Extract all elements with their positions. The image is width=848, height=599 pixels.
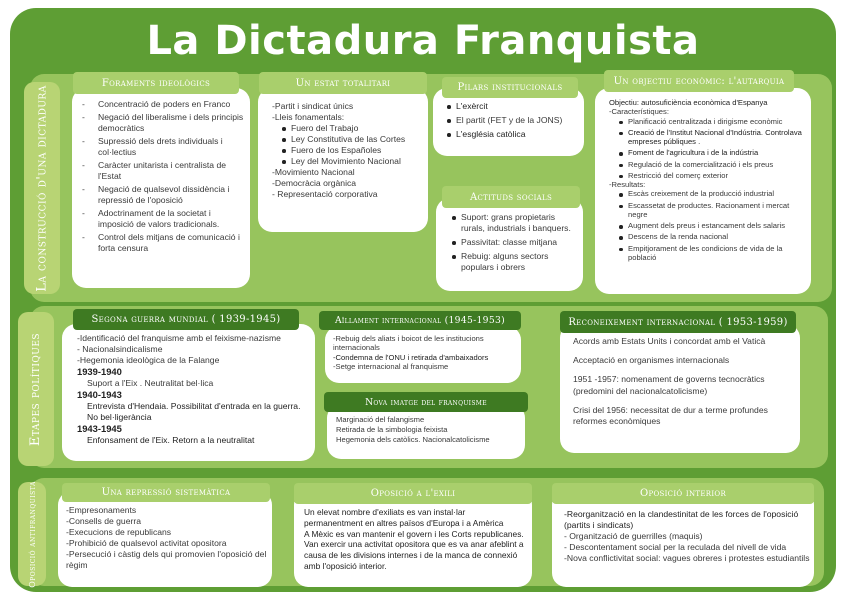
- foraments-card: [72, 88, 250, 288]
- estat-line: -Lleis fonamentals:: [272, 112, 345, 122]
- guerra-line: - Nacionalsindicalisme: [77, 344, 163, 354]
- list-item: Retirada de la simbologia feixista: [336, 425, 448, 435]
- autarquia-card: [595, 88, 811, 294]
- list-item: - Control dels mitjans de comunicació i forta censura: [78, 232, 246, 254]
- list-item: Crisi del 1956: necessitat de dur a terme profundes reformes econòmiques: [573, 404, 768, 426]
- guerra-line: -Identificació del franquisme amb el feixisme-nazisme: [77, 333, 281, 343]
- list-item: -Persecució i càstig dels qui promovien l'oposició del règim: [66, 549, 267, 570]
- list-item: Descens de la renda nacional: [615, 232, 806, 241]
- guerra-text: Entrevista d'Hendaia. Possibilitat d'entrada en la guerra. No bel·ligerància: [87, 401, 301, 423]
- list-item: Acceptació en organismes internacionals: [573, 355, 730, 366]
- list-item: - Organització de guerrilles (maquis): [564, 531, 703, 541]
- repressio-card: [58, 491, 272, 587]
- list-item: -Empresonaments: [66, 505, 137, 515]
- exili-text: Un elevat nombre d'exiliats es van instal·lar permanentment en altres països d'Europa i a Amèrica: [304, 507, 504, 528]
- list-item: -Reorganització en la clandestinitat de les forces de l'oposició (partits i sindicats): [564, 509, 799, 530]
- guerra-line: -Hegemonia ideològica de la Falange: [77, 355, 220, 365]
- pilars-list: [443, 101, 580, 140]
- list-item: Acords amb Estats Units i concordat amb el Vaticà: [573, 336, 766, 346]
- list-item: Augment dels preus i estancament dels salaris: [615, 221, 806, 230]
- list-item: Suport: grans propietaris rurals, industrials i banquers.: [448, 212, 577, 234]
- estat-header: Un estat totalitari: [259, 72, 427, 94]
- oposicio-side-label: Oposició antifranquista: [18, 482, 46, 586]
- list-item: Escassetat de productes. Racionament i mercat negre: [615, 201, 806, 220]
- list-item: Passivitat: classe mitjana: [448, 237, 577, 248]
- list-item: 1951 -1957: nomenament de governs tecnocràtics (predomini del nacionalcatolicisme): [573, 374, 765, 396]
- list-item: L'església catòlica: [443, 129, 580, 140]
- pilars-card: [433, 88, 584, 156]
- autarquia-result-list: [609, 189, 806, 262]
- list-item: -Nova conflictivitat social: vagues obreres i protestes estudiantils: [564, 553, 810, 563]
- reconeixement-header: Reconeixement internacional ( 1953-1959): [560, 311, 796, 333]
- foraments-header: Foraments ideològics: [73, 72, 239, 94]
- list-item: -Prohibició de qualsevol activitat opositora: [66, 538, 227, 548]
- actituds-header: Actituds socials: [442, 186, 580, 208]
- estat-line: -Democràcia orgànica: [272, 178, 357, 188]
- list-item: Foment de l'agricultura i de la indústria: [615, 148, 806, 157]
- list-item: Fuero del Trabajo: [278, 123, 422, 134]
- list-item: Regulació de la comercialització i els preus: [615, 160, 806, 169]
- estat-card: [258, 88, 428, 232]
- pilars-header: Pilars institucionals: [442, 77, 578, 98]
- guerra-year: 1943-1945: [77, 423, 122, 435]
- list-item: - Adoctrinament de la societat i imposició de valors tradicionals.: [78, 208, 246, 230]
- exili-text: A Mèxic es van mantenir el govern i les Corts republicanes. Van exercir una activitat opositora que es va anar afeblint a causa de les divisions internes i de la manca de connexió amb l'oposició interior.: [304, 528, 524, 571]
- guerra-year: 1939-1940: [77, 366, 122, 377]
- list-item: Hegemonia dels catòlics. Nacionalcatolicisme: [336, 435, 490, 445]
- list-item: - Descontentament social per la reculada del nivell de vida: [564, 542, 787, 552]
- list-item: - Supressió dels drets individuals i col·lectius: [78, 136, 246, 158]
- list-item: Creació de l'Institut Nacional d'Indústria. Controlava empreses públiques .: [615, 128, 806, 147]
- guerra-text: Enfonsament de l'Eix. Retorn a la neutralitat: [87, 435, 255, 446]
- guerra-card: [62, 324, 315, 461]
- list-item: Ley Constitutiva de las Cortes: [278, 134, 422, 145]
- list-item: Fuero de los Españoles: [278, 145, 422, 156]
- estat-line: - Representació corporativa: [272, 189, 378, 199]
- guerra-year: 1940-1943: [77, 389, 122, 401]
- autarquia-caract-label: -Característiques:: [609, 107, 669, 117]
- list-item: Marginació del falangisme: [336, 415, 425, 424]
- actituds-card: [436, 198, 583, 291]
- list-item: Restricció del comerç exterior: [615, 171, 806, 180]
- aillament-card: [325, 326, 521, 383]
- estat-line: -Movimiento Nacional: [272, 167, 355, 177]
- list-item: Escàs creixement de la producció industrial: [615, 189, 806, 198]
- autarquia-result-label: -Resultats:: [609, 180, 646, 189]
- autarquia-header: Un objectiu econòmic: l'autarquia: [604, 70, 794, 92]
- list-item: Planificació centralitzada i dirigisme econòmic: [615, 117, 806, 126]
- interior-card: [552, 491, 814, 587]
- imatge-header: Nova imatge del franquisme: [324, 392, 528, 412]
- list-item: Empitjorament de les condicions de vida de la població: [615, 244, 806, 263]
- exili-card: [294, 491, 532, 587]
- list-item: - Negació del liberalisme i dels principis democràtics: [78, 112, 246, 134]
- list-item: - Negació de qualsevol dissidència i repressió de l'oposició: [78, 184, 246, 206]
- list-item: Rebuig: alguns sectors populars i obrers: [448, 251, 577, 273]
- exili-header: Oposició a l'exili: [294, 483, 532, 504]
- guerra-header: Segona guerra mundial ( 1939-1945): [73, 309, 299, 330]
- reconeixement-card: [560, 324, 800, 453]
- estat-line: -Partit i sindicat únics: [272, 101, 354, 111]
- guerra-text: Suport a l'Eix . Neutralitat bel·lica: [87, 378, 214, 389]
- list-item: - Caràcter unitarista i centralista de l'Estat: [78, 160, 246, 182]
- foraments-list: [78, 99, 246, 254]
- construccio-side-label: La construcció d'una dictadura: [24, 82, 60, 294]
- list-item: -Setge internacional al franquisme: [333, 362, 449, 372]
- autarquia-objectiu: Objectiu: autosuficiència econòmica d'Espanya: [609, 98, 768, 107]
- actituds-list: [448, 212, 577, 273]
- imatge-card: [327, 404, 525, 459]
- list-item: L'exèrcit: [443, 101, 580, 112]
- list-item: Ley del Movimiento Nacional: [278, 156, 422, 167]
- etapes-side-label: Etapes polítiques: [18, 312, 54, 466]
- list-item: -Rebuig dels aliats i boicot de les institucions internacionals: [333, 334, 484, 353]
- list-item: -Condemna de l'ONU i retirada d'ambaixadors: [333, 352, 489, 362]
- repressio-header: Una repressió sistemàtica: [62, 483, 270, 502]
- list-item: -Consells de guerra: [66, 516, 141, 526]
- autarquia-caract-list: [609, 117, 806, 181]
- aillament-header: Aïllament internacional (1945-1953): [319, 311, 521, 330]
- list-item: -Execucions de republicans: [66, 527, 172, 537]
- list-item: El partit (FET y de la JONS): [443, 115, 580, 126]
- page-title: La Dictadura Franquista: [146, 18, 700, 64]
- interior-header: Oposició interior: [552, 483, 814, 504]
- lleis-list: [272, 123, 422, 167]
- list-item: - Concentració de poders en Franco: [78, 99, 246, 110]
